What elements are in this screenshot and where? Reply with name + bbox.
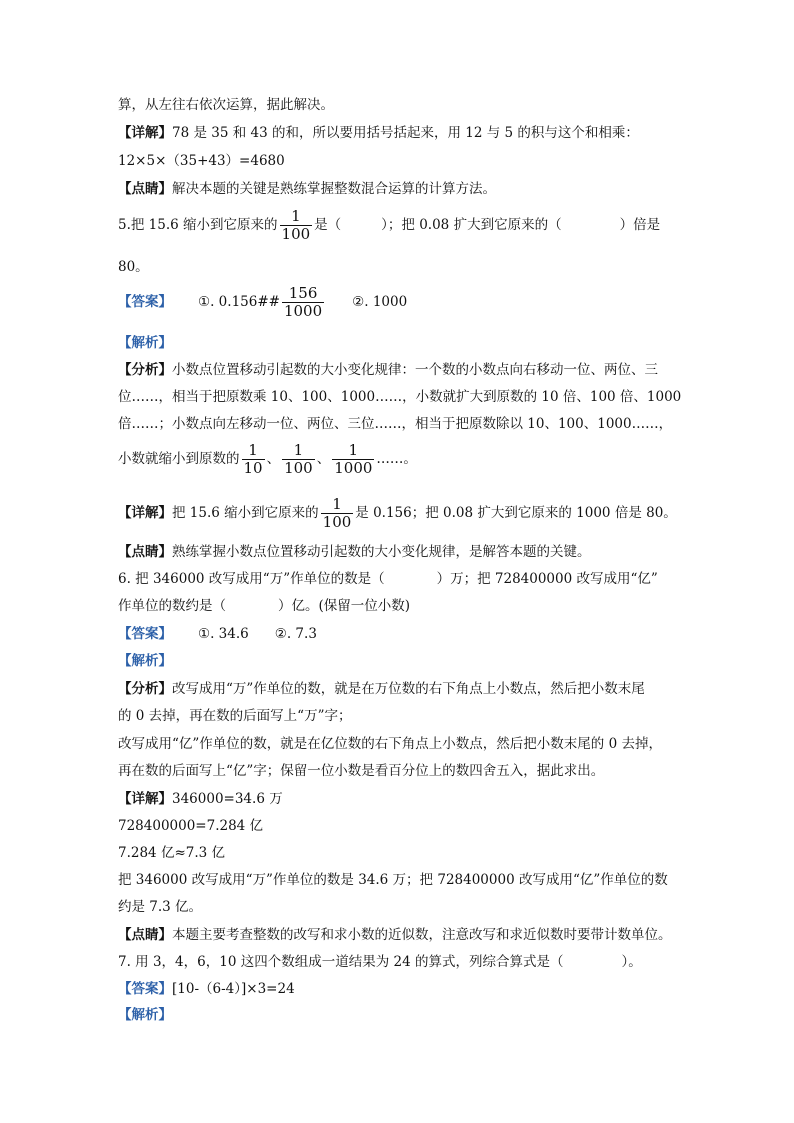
- detail-5-frac-num: 1: [321, 496, 354, 514]
- analysis-6-l3: 改写成用“亿”作单位的数，就是在亿位数的右下角点上小数点，然后把小数末尾的 0 去掉，: [118, 736, 662, 752]
- detail-5-frac-den: 100: [322, 513, 352, 531]
- analysis-6-l4: 再在数的后面写上“亿”字；保留一位小数是看百分位上的数四舍五入，据此求出。: [118, 763, 605, 779]
- detail-5-fraction: [321, 496, 354, 531]
- analysis-5-l3: 倍……；小数点向左移动一位、两位、三位……，相当于把原数除以 10、100、1000……，: [118, 416, 673, 432]
- analysis-5-l4b: ……。: [376, 451, 417, 467]
- line-1: 算，从左往右依次运算，据此解决。: [118, 97, 334, 113]
- key-point-5-text: 熟练掌握小数点位置移动引起数的大小变化规律，是解答本题的关键。: [172, 544, 591, 560]
- answer-6-v2: ②. 7.3: [274, 626, 317, 642]
- fraction-1-1000: [332, 442, 374, 477]
- answer-5-fraction: [282, 285, 324, 320]
- separator-1: 、: [266, 451, 281, 467]
- analysis-5-tag: 【分析】: [118, 362, 172, 378]
- detail-6-text1: 346000=34.6 万: [172, 791, 283, 807]
- fraction-1-10: [242, 442, 265, 477]
- answer-6-tag: 【答案】: [118, 626, 172, 642]
- f3-den: 1000: [334, 459, 373, 477]
- key-point-6: [118, 925, 672, 945]
- detail-6-tag: 【详解】: [118, 791, 172, 807]
- analysis-5-l2: 位……，相当于把原数乘 10、100、1000……，小数就扩大到原数的 10 倍、100 倍、1000: [118, 389, 682, 405]
- detail-6-l5: 约是 7.3 亿。: [118, 899, 203, 915]
- fraction-1-100: [282, 442, 315, 477]
- q5-text-b: 是（: [314, 217, 342, 233]
- analysis-heading-6: 【解析】: [118, 653, 172, 669]
- key-point-6-tag: 【点睛】: [118, 927, 172, 943]
- detail-tag: 【详解】: [118, 125, 172, 141]
- analysis-5-l1: [118, 360, 658, 380]
- key-point-text: 解决本题的关键是熟练掌握整数混合运算的计算方法。: [172, 181, 496, 197]
- answer-5-frac-den: 1000: [283, 302, 323, 320]
- q5-frac-num: 1: [280, 208, 313, 226]
- detail-line: [118, 123, 639, 143]
- analysis-5-l4a: 小数就缩小到原数的: [118, 451, 240, 467]
- q6-text-b: ）万；把 728400000 改写成用“亿”: [436, 571, 658, 587]
- equation-line: 12×5×（35+43）=4680: [118, 153, 285, 169]
- analysis-6-l2: 的 0 去掉，再在数的后面写上“万”字；: [118, 708, 352, 724]
- question-6-l2: [118, 596, 410, 616]
- answer-5: [118, 285, 407, 320]
- q5-frac-den: 100: [281, 225, 311, 243]
- analysis-6-l1: [118, 679, 645, 699]
- answer-7-tag: 【答案】: [118, 981, 172, 997]
- key-point-5-tag: 【点睛】: [118, 544, 172, 560]
- f2-num: 1: [282, 442, 315, 460]
- detail-6-l3: 7.284 亿≈7.3 亿: [118, 845, 226, 861]
- q6-text-d: ）亿。(保留一位小数): [278, 598, 411, 614]
- q6-text-c: 作单位的数约是（: [118, 598, 226, 614]
- answer-5-v2: ②. 1000: [352, 294, 408, 310]
- f1-num: 1: [242, 442, 265, 460]
- detail-6-l4: 把 346000 改写成用“万”作单位的数是 34.6 万；把 728400000 改写成用“亿”作单位的数: [118, 872, 668, 888]
- q7-text-b: ）。: [621, 954, 642, 970]
- analysis-heading-7: 【解析】: [118, 1007, 172, 1023]
- question-5-cont: 80。: [118, 259, 149, 275]
- q5-fraction: [280, 208, 313, 243]
- detail-5-a: 把 15.6 缩小到它原来的: [172, 505, 319, 521]
- f3-num: 1: [332, 442, 374, 460]
- q5-text-c: ）；把 0.08 扩大到它原来的（: [381, 217, 562, 233]
- separator-2: 、: [316, 451, 331, 467]
- key-point-tag: 【点睛】: [118, 181, 172, 197]
- key-point-5: [118, 542, 591, 562]
- question-7: [118, 952, 642, 972]
- f1-den: 10: [243, 459, 263, 477]
- detail-5-b: 是 0.156；把 0.08 扩大到它原来的 1000 倍是 80。: [355, 505, 677, 521]
- detail-6-l2: 728400000=7.284 亿: [118, 818, 264, 834]
- answer-5-v1: ①. 0.156##: [198, 294, 280, 310]
- answer-6: [118, 624, 317, 644]
- answer-7: [118, 979, 295, 999]
- key-point-line: [118, 179, 496, 199]
- answer-5-frac-num: 156: [282, 285, 324, 303]
- q6-text-a: 6. 把 346000 改写成用“万”作单位的数是（: [118, 571, 385, 587]
- q5-text-a: 5.把 15.6 缩小到它原来的: [118, 217, 278, 233]
- detail-5: [118, 496, 677, 531]
- answer-7-value: [10-（6-4）]×3=24: [172, 981, 295, 997]
- answer-5-tag: 【答案】: [118, 294, 172, 310]
- question-6-l1: [118, 569, 658, 589]
- analysis-heading-5: 【解析】: [118, 335, 172, 351]
- analysis-6-tag: 【分析】: [118, 681, 172, 697]
- detail-6-l1: [118, 789, 283, 809]
- analysis-6-text1: 改写成用“万”作单位的数，就是在万位数的右下角点上小数点，然后把小数末尾: [172, 681, 645, 697]
- detail-5-tag: 【详解】: [118, 505, 172, 521]
- key-point-6-text: 本题主要考查整数的改写和求小数的近似数，注意改写和求近似数时要带计数单位。: [172, 927, 672, 943]
- analysis-5-l4: [118, 442, 417, 477]
- q5-text-d: ）倍是: [619, 217, 661, 233]
- f2-den: 100: [284, 459, 313, 477]
- analysis-5-text1: 小数点位置移动引起数的大小变化规律：一个数的小数点向右移动一位、两位、三: [172, 362, 658, 378]
- detail-text: 78 是 35 和 43 的和，所以要用括号括起来，用 12 与 5 的积与这个和相乘：: [172, 125, 639, 141]
- q7-text-a: 7. 用 3，4，6，10 这四个数组成一道结果为 24 的算式，列综合算式是（: [118, 954, 564, 970]
- question-5: [118, 208, 660, 243]
- answer-6-v1: ①. 34.6: [198, 626, 249, 642]
